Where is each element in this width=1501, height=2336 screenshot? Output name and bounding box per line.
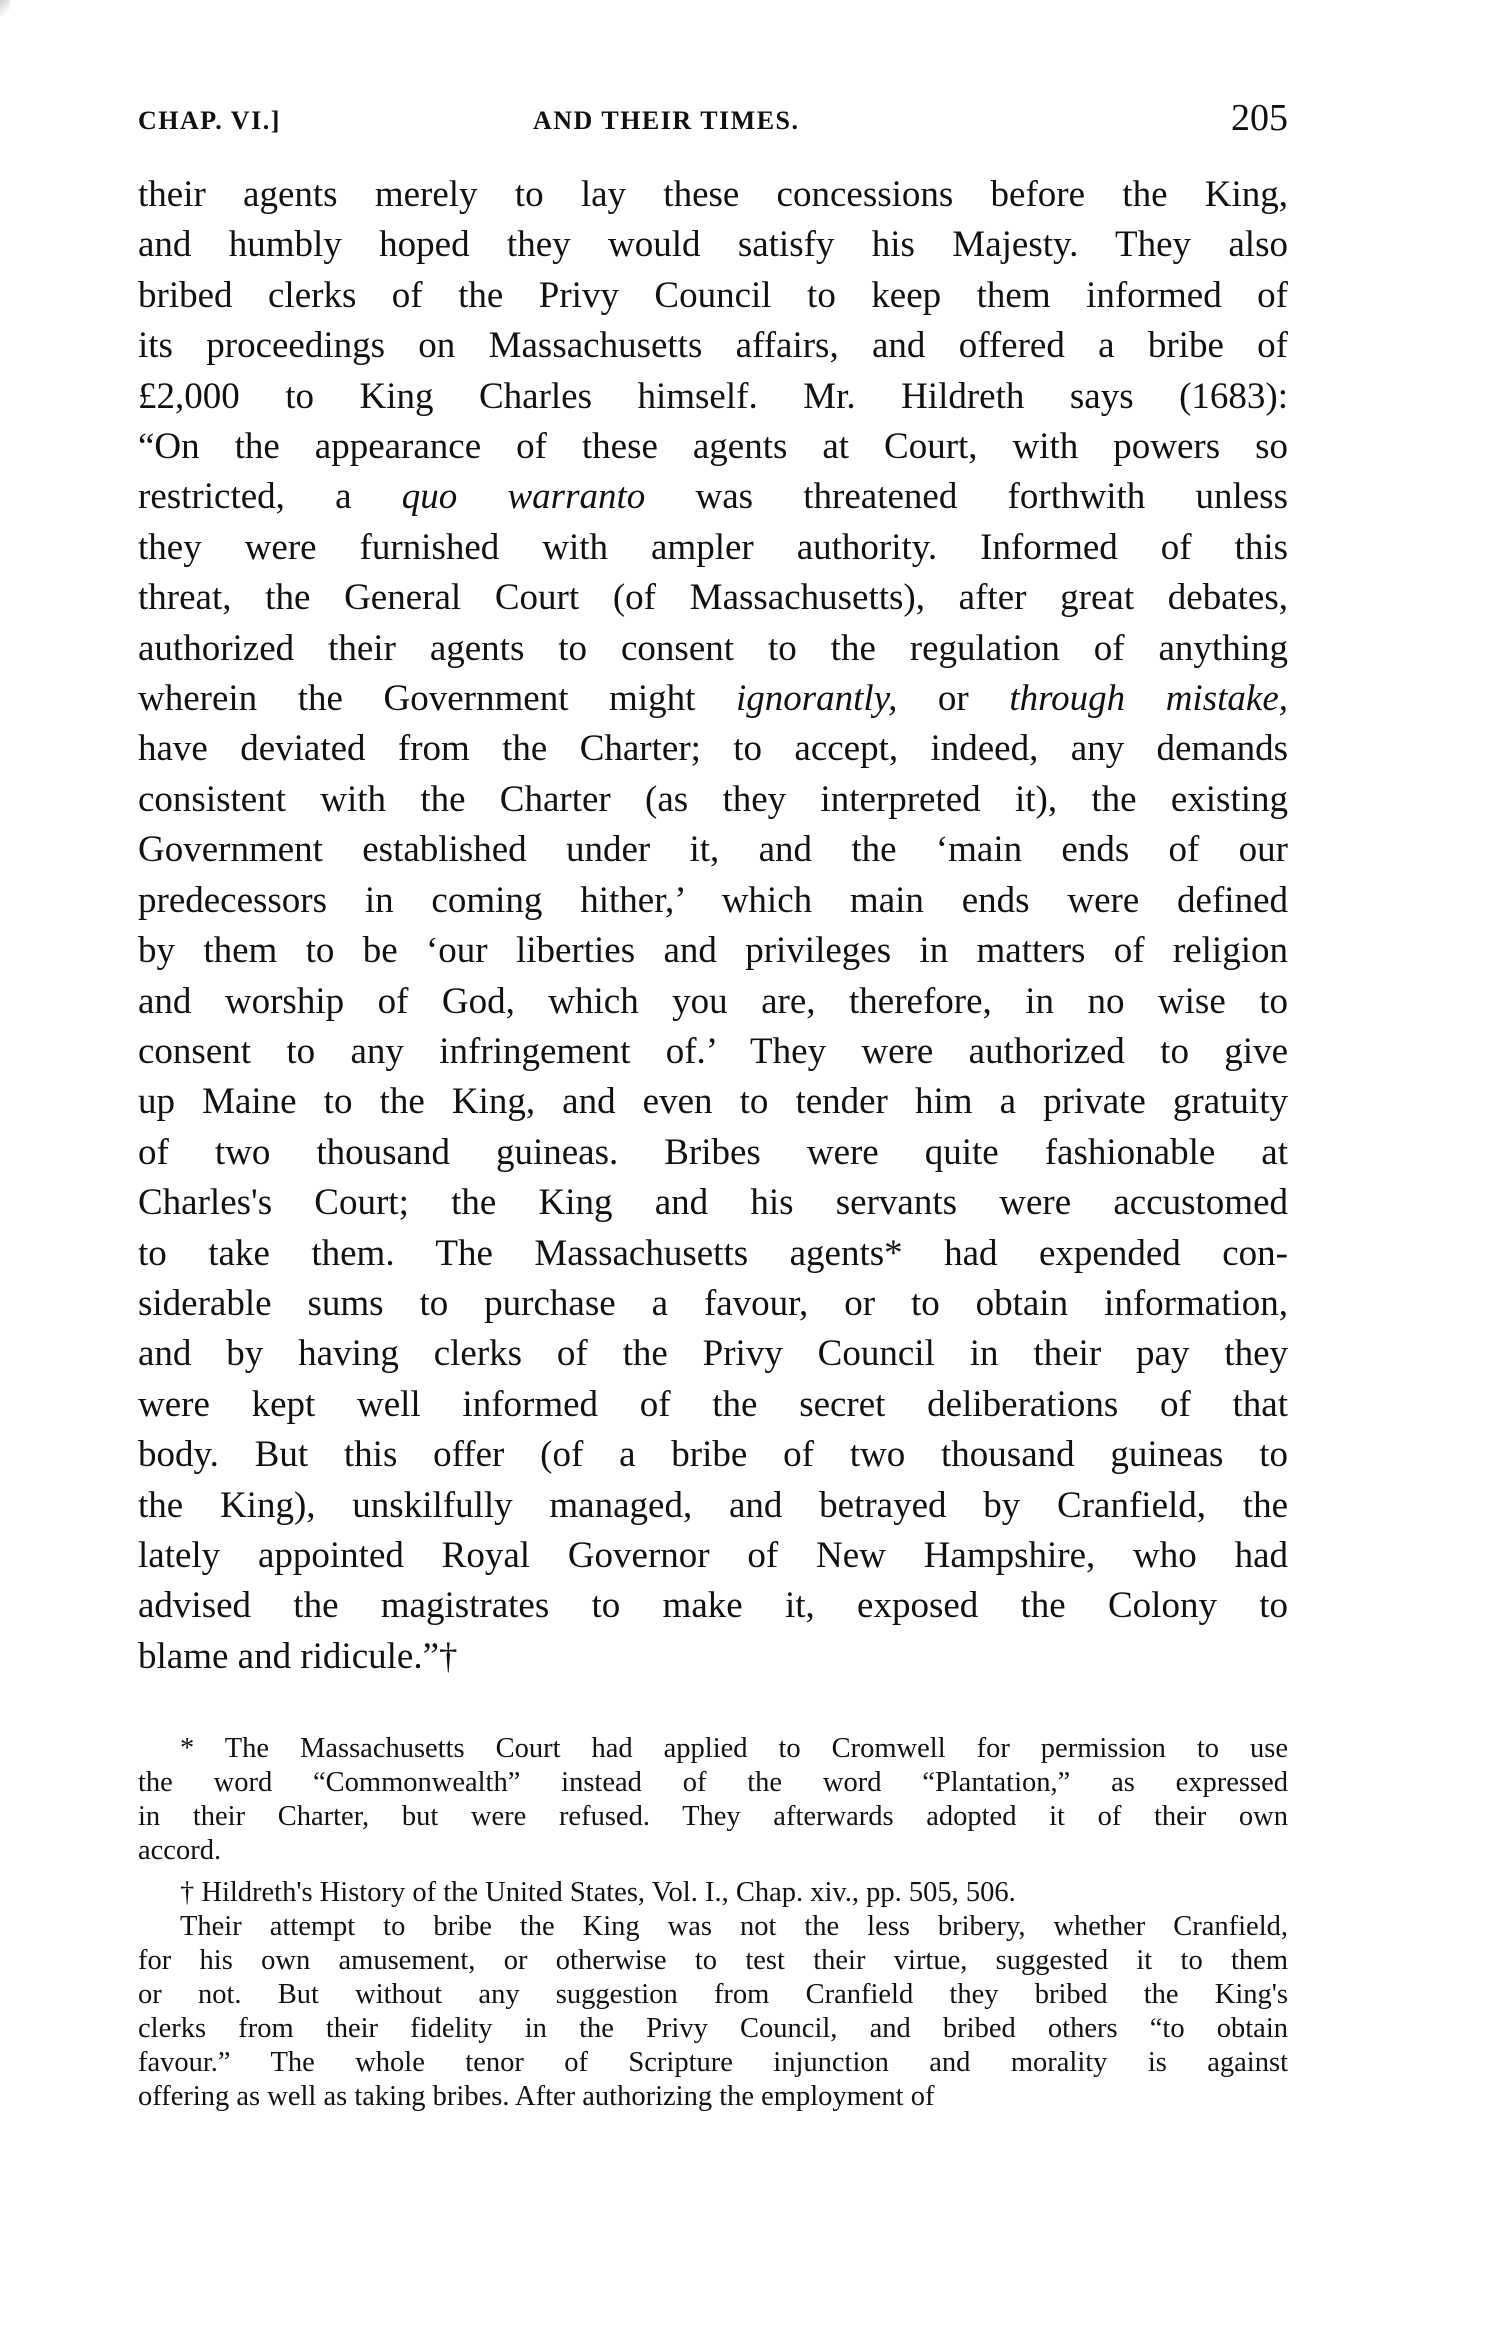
text-line: have deviated from the Charter; to accept, indeed, any demands — [138, 728, 1288, 770]
main-text — [138, 170, 1288, 1682]
footnote-line: or not. But without any suggestion from Cranfield they bribed the King's — [138, 1979, 1288, 2010]
footnote-line: * The Massachusetts Court had applied to Cromwell for permission to use — [180, 1733, 1288, 1764]
text-line: and by having clerks of the Privy Council in their pay they — [138, 1333, 1288, 1375]
text-line: and worship of God, which you are, therefore, in no wise to — [138, 980, 1288, 1022]
footnote-line: accord. — [138, 1835, 222, 1866]
text-line: authorized their agents to consent to the regulation of anything — [138, 627, 1288, 669]
text-line: advised the magistrates to make it, exposed the Colony to — [138, 1585, 1288, 1627]
text-line: of two thousand guineas. Bribes were quite fashionable at — [138, 1131, 1288, 1173]
text-line: consent to any infringement of.’ They were authorized to give — [138, 1030, 1288, 1072]
chapter-label: CHAP. VI.] — [138, 106, 281, 135]
footnote-line: † Hildreth's History of the United States, Vol. I., Chap. xiv., pp. 505, 506. — [180, 1877, 1016, 1908]
text-line: wherein the Government might ignorantly, or through mistake, — [138, 678, 1288, 720]
text-line: Charles's Court; the King and his servants were accustomed — [138, 1182, 1288, 1224]
italic-phrase: through mistake, — [1009, 678, 1288, 720]
text-line: their agents merely to lay these concessions before the King, — [138, 174, 1288, 215]
footnote-line: in their Charter, but were refused. They afterwards adopted it of their own — [138, 1801, 1288, 1832]
text-line: its proceedings on Massachusetts affairs, and offered a bribe of — [138, 325, 1288, 367]
footnote-line: clerks from their fidelity in the Privy Council, and bribed others “to obtain — [138, 2013, 1288, 2044]
running-title: AND THEIR TIMES. — [533, 106, 800, 135]
footnote-line: the word “Commonwealth” instead of the word “Plantation,” as expressed — [138, 1767, 1288, 1798]
italic-phrase: ignorantly, — [735, 678, 898, 720]
footnote-line: favour.” The whole tenor of Scripture injunction and morality is against — [138, 2047, 1288, 2078]
text-line: lately appointed Royal Governor of New Hampshire, who had — [138, 1534, 1288, 1576]
text-line: to take them. The Massachusetts agents* had expended con- — [138, 1232, 1288, 1274]
scan-corner-artifact — [0, 0, 10, 16]
footnote-star — [138, 1732, 1288, 1868]
footnotes — [138, 1732, 1288, 2114]
running-header — [138, 96, 1288, 144]
text-line: and humbly hoped they would satisfy his Majesty. They also — [138, 224, 1288, 266]
text-line: by them to be ‘our liberties and privileges in matters of religion — [138, 930, 1288, 972]
italic-phrase: quo warranto — [401, 476, 646, 518]
text-line: Government established under it, and the ‘main ends of our — [138, 829, 1288, 871]
text-line: up Maine to the King, and even to tender him a private gratuity — [138, 1081, 1288, 1123]
text-line: blame and ridicule.”† — [138, 1635, 458, 1677]
footnote-line: offering as well as taking bribes. After authorizing the employment of — [138, 2081, 935, 2112]
footnote-line: Their attempt to bribe the King was not the less bribery, whether Cranfield, — [180, 1911, 1288, 1942]
text-line: bribed clerks of the Privy Council to keep them informed of — [138, 274, 1288, 316]
text-line: threat, the General Court (of Massachusetts), after great debates, — [138, 577, 1288, 619]
text-line: consistent with the Charter (as they interpreted it), the existing — [138, 778, 1288, 820]
text-line: they were furnished with ampler authority. Informed of this — [138, 526, 1288, 568]
text-line: predecessors in coming hither,’ which main ends were defined — [138, 879, 1288, 921]
text-line: restricted, a quo warranto was threatened forthwith unless — [138, 476, 1288, 518]
text-line: siderable sums to purchase a favour, or to obtain information, — [138, 1282, 1288, 1324]
text-line: body. But this offer (of a bribe of two thousand guineas to — [138, 1434, 1288, 1476]
text-line: £2,000 to King Charles himself. Mr. Hildreth says (1683): — [138, 375, 1288, 417]
text-line: were kept well informed of the secret deliberations of that — [138, 1383, 1288, 1425]
text-line: “On the appearance of these agents at Court, with powers so — [138, 426, 1288, 468]
footnote-dagger — [138, 1876, 1288, 2114]
page-number: 205 — [1231, 97, 1288, 139]
footnote-line: for his own amusement, or otherwise to test their virtue, suggested it to them — [138, 1945, 1288, 1976]
text-line: the King), unskilfully managed, and betrayed by Cranfield, the — [138, 1484, 1288, 1526]
